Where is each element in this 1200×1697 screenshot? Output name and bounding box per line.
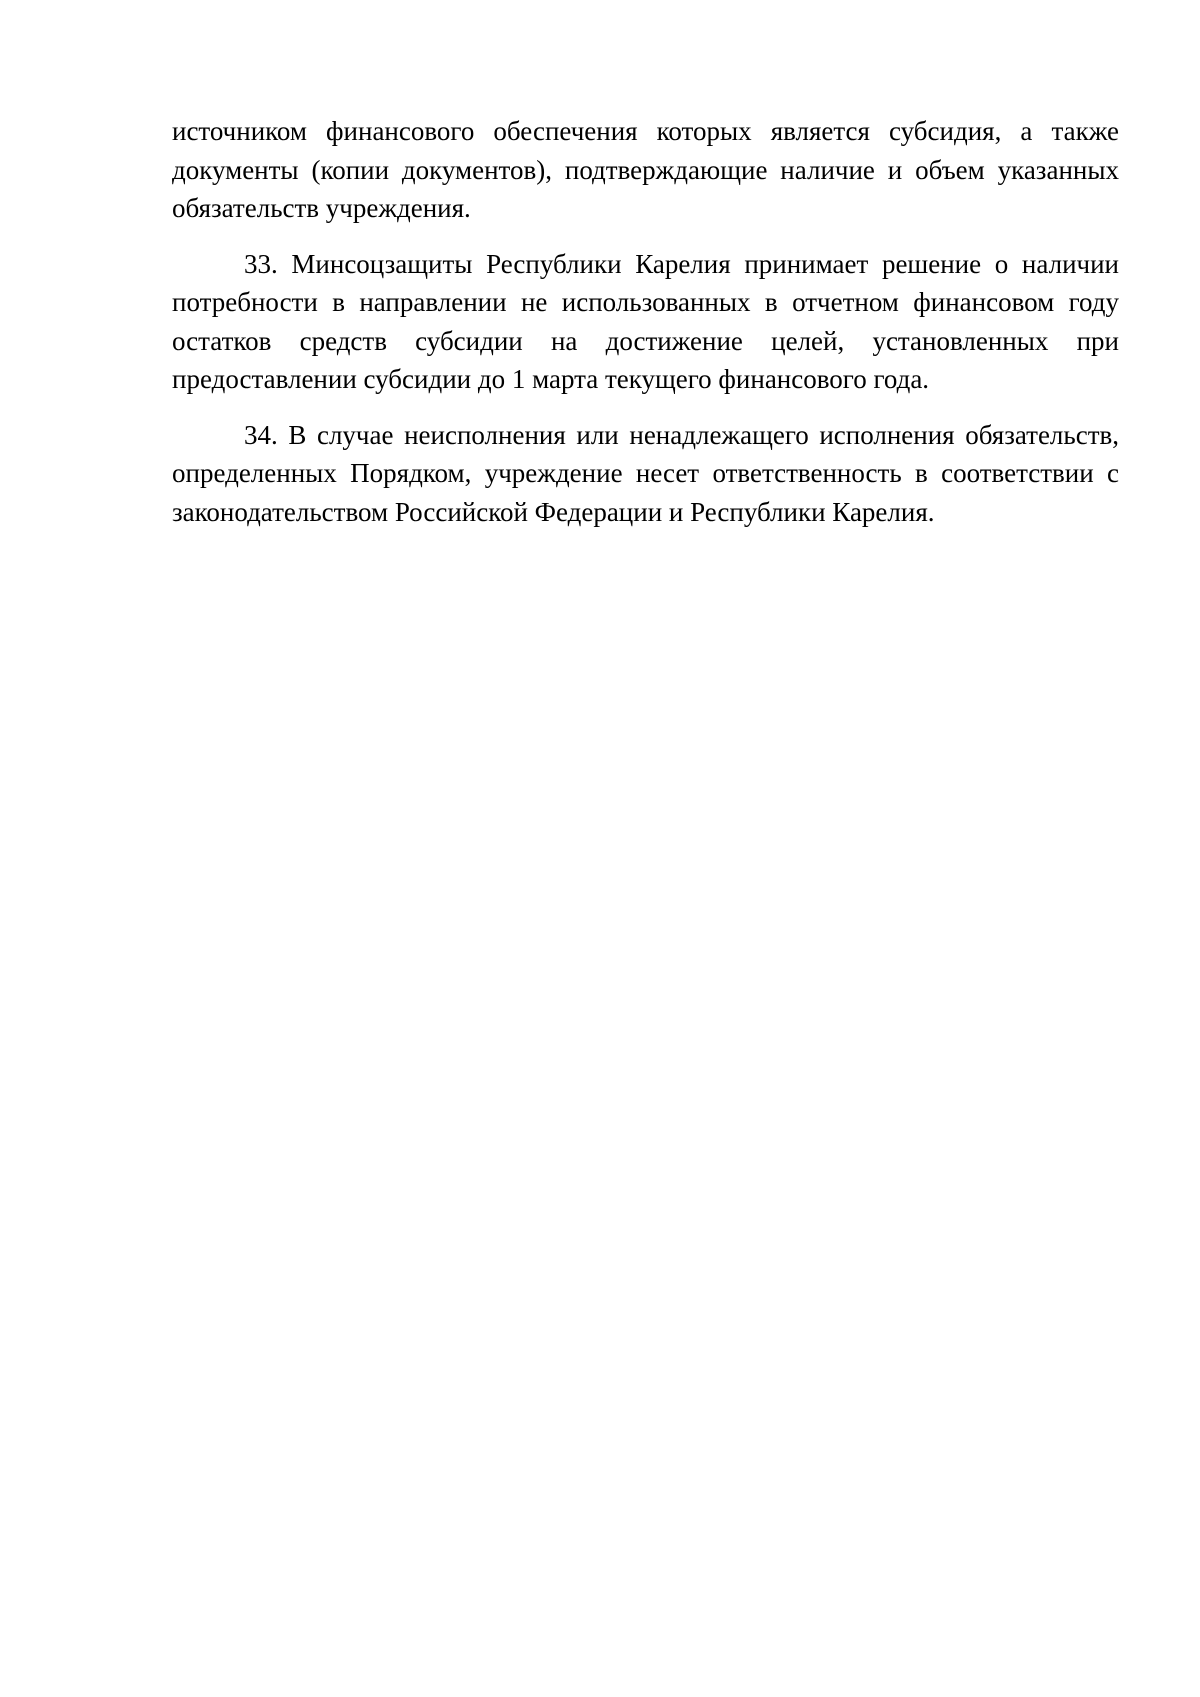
document-body [172, 112, 1119, 548]
paragraph-item-34: 34. В случае неисполнения или ненадлежащего исполнения обязательств, определенных Порядком, учреждение несет ответственность в соответствии с законодательством Российской Федерации и Республики Карелия. [172, 419, 1119, 527]
paragraph-item-33: 33. Минсоцзащиты Республики Карелия принимает решение о наличии потребности в направлении не использованных в отчетном финансовом году остатков средств субсидии на достижение целей, установленных при предоставлении субсидии до 1 марта текущего финансового года. [172, 248, 1119, 394]
paragraph-continuation: источником финансового обеспечения которых является субсидия, а также документы (копии документов), подтверждающие наличие и объем указанных обязательств учреждения. [172, 116, 1119, 223]
